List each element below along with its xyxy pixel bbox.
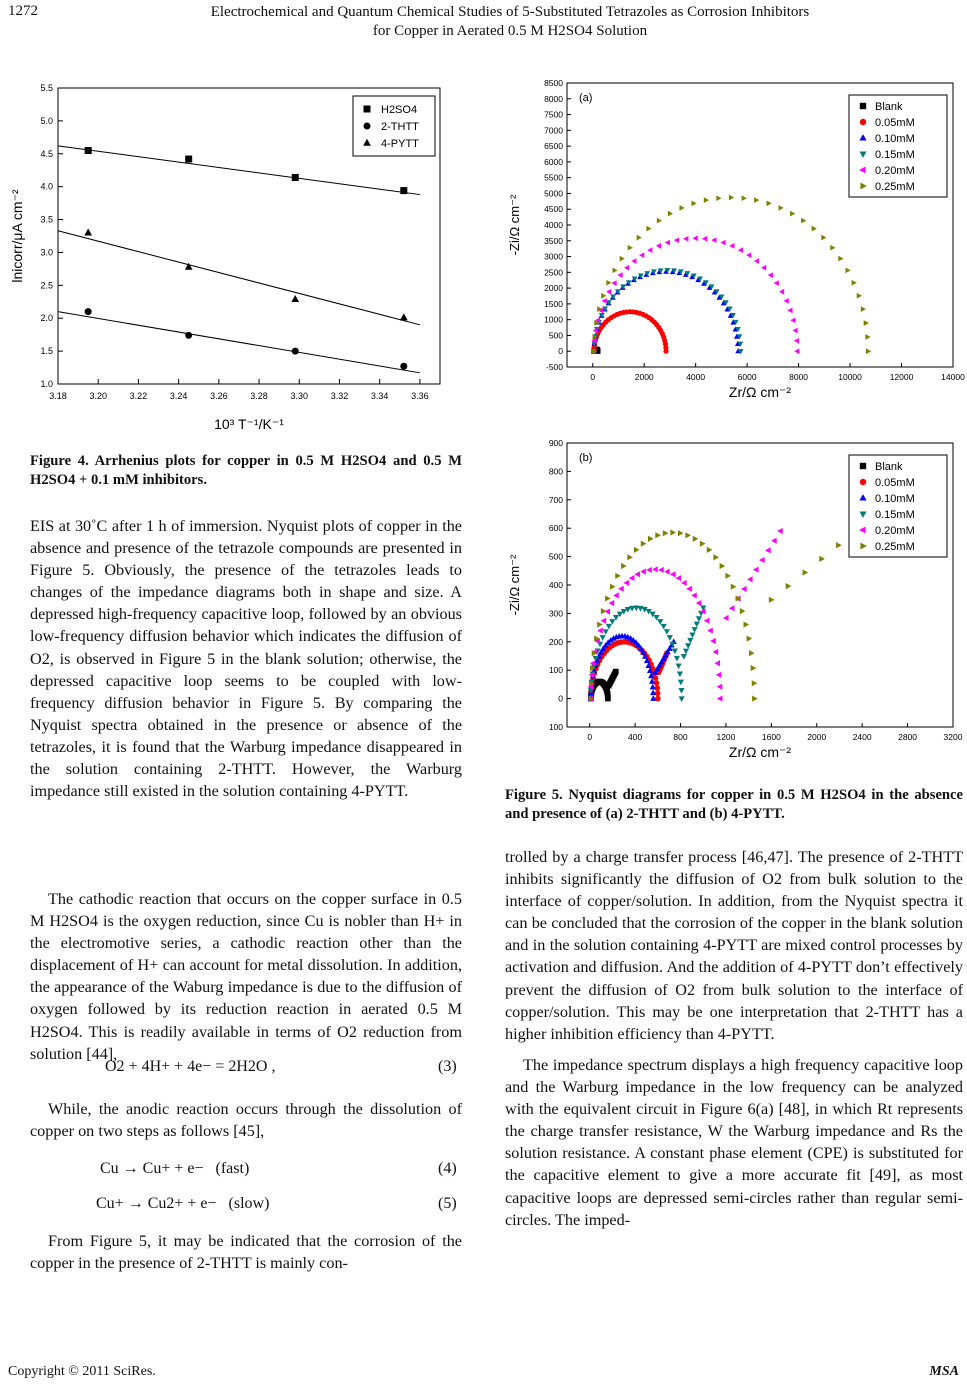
left-paragraph-1: EIS at 30˚C after 1 h of immersion. Nyquist plots of copper in the absence and presence of the tetrazole compounds are presented in Figure 5. Obviously, the presence of the tetrazoles leads to changes of the impedance diagrams both in shape and size. A depressed high-frequency capacitive loop, followed by an obvious low-frequency diffusion behavior which indicates the diffusion of O2, is observed in Figure 5 in the blank solution; otherwise, the depressed capacitive loop seems to be coupled with low-frequency diffusion behavior in Figure 5. By comparing the Nyquist spectra obtained in the presence or absence of the tetrazoles, it is found that the Warburg impedance disappeared in the solution containing 2-THTT. However, the Warburg impedance still existed in the solution containing 4-PYTT. — [30, 517, 462, 801]
data-point — [681, 654, 687, 660]
data-point — [292, 174, 299, 181]
data-point — [754, 258, 759, 264]
x-tick-label: 3.30 — [290, 391, 309, 401]
panel-label: (b) — [579, 452, 593, 464]
data-point — [674, 656, 680, 662]
data-point — [696, 616, 702, 622]
figure-4-caption: Figure 4. Arrhenius plots for copper in 0.5 M H2SO4 and 0.5 M H2SO4 + 0.1 mM inhibitors. — [30, 453, 462, 488]
data-point — [819, 556, 825, 562]
data-point — [615, 573, 621, 579]
data-point — [689, 632, 695, 638]
right-paragraph-2: The impedance spectrum displays a high frequency capacitive loop and the Warburg impedance in the low frequency can be analyzed with the equivalent circuit in Figure 6(a) [48], in which Rt represents the charge transfer resistance, W the Warburg impedance and Rs the solution resistance. A constant phase element (CPE) is substituted for the capacitive element to give a more accurate fit [49], as most capacitive loops are depressed semi-circles rather than regular semi-circles. The imped- — [505, 1056, 963, 1229]
data-point — [765, 547, 771, 553]
data-point — [670, 571, 676, 577]
y-tick-label: 700 — [548, 494, 563, 505]
legend-marker — [364, 123, 371, 130]
data-point — [779, 289, 784, 295]
data-point — [627, 554, 633, 560]
x-tick-label: 3.32 — [330, 391, 349, 401]
data-point — [702, 236, 707, 242]
data-point — [605, 595, 611, 601]
data-point — [830, 245, 835, 251]
y-tick-label: 400 — [548, 580, 563, 590]
legend-label: 0.15mM — [875, 509, 915, 521]
x-axis-label: 10³ T⁻¹/K⁻¹ — [214, 416, 284, 432]
y-tick-label: 7000 — [544, 125, 563, 136]
data-point — [725, 573, 731, 579]
data-point — [654, 685, 660, 691]
data-point — [836, 542, 842, 548]
data-point — [683, 236, 688, 242]
data-point — [657, 218, 662, 224]
y-tick-label: 4.5 — [40, 148, 53, 159]
data-point — [711, 237, 716, 243]
data-point — [292, 348, 299, 355]
data-point — [674, 237, 679, 243]
data-point — [753, 567, 759, 573]
equation-5: Cu+ → Cu2+ + e− (slow) — [96, 1195, 270, 1212]
x-tick-label: 2800 — [898, 732, 918, 742]
data-point — [603, 629, 609, 635]
figure-5-caption: Figure 5. Nyquist diagrams for copper in 0.5 M H2SO4 in the absence and presence of (a) 2-THTT and (b) 4-PYTT. — [505, 787, 963, 822]
legend-label: 0.05mM — [875, 477, 915, 489]
data-point — [634, 547, 640, 553]
data-point — [597, 621, 603, 627]
data-point — [613, 669, 619, 675]
data-point — [717, 684, 723, 690]
legend-label: 0.05mM — [875, 117, 915, 129]
data-point — [723, 615, 729, 621]
data-point — [670, 529, 676, 535]
equation-3: O2 + 4H+ + 4e− = 2H2O , — [105, 1058, 276, 1075]
running-header-line2: for Copper in Aerated 0.5 M H2SO4 Solution — [372, 23, 648, 39]
data-point — [621, 563, 627, 569]
data-point — [754, 197, 759, 203]
data-point — [185, 332, 192, 339]
data-point — [716, 195, 721, 201]
legend-marker — [860, 119, 866, 125]
data-point — [661, 624, 667, 630]
data-point — [629, 575, 635, 581]
left-paragraph-4: From Figure 5, it may be indicated that the corrosion of the copper in the presence of 2-THTT is mainly con- — [30, 1232, 462, 1273]
y-tick-label: 200 — [548, 636, 563, 647]
legend-label: H2SO4 — [381, 104, 418, 116]
equation-5-number: (5) — [438, 1195, 457, 1212]
figure-4-chart — [8, 78, 460, 440]
data-point — [741, 586, 747, 592]
data-point — [784, 298, 789, 304]
data-point — [731, 584, 737, 590]
legend-label: 4-PYTT — [381, 138, 419, 150]
data-point — [691, 592, 697, 598]
data-point — [400, 187, 407, 194]
y-axis-label: -Zi/Ω cm⁻² — [507, 554, 522, 616]
panel-label: (a) — [579, 92, 593, 104]
y-tick-label: 6500 — [544, 141, 563, 152]
data-point — [792, 328, 797, 334]
data-point — [742, 195, 747, 201]
figure-5b-chart — [505, 435, 963, 770]
y-tick-label: 3.5 — [40, 214, 53, 225]
x-tick-label: 0 — [587, 732, 593, 742]
legend-label: 0.20mM — [875, 165, 915, 177]
journal-abbrev: MSA — [929, 1364, 959, 1379]
data-point — [786, 583, 792, 589]
data-point — [716, 672, 722, 678]
y-tick-label: 4500 — [544, 204, 563, 215]
x-tick-label: 12000 — [889, 372, 914, 382]
x-tick-label: 800 — [673, 732, 688, 742]
data-point — [648, 536, 654, 542]
data-point — [794, 348, 799, 354]
data-point — [656, 243, 661, 249]
y-tick-label: 7500 — [544, 109, 563, 120]
x-tick-label: 1200 — [716, 732, 736, 742]
data-point — [677, 671, 683, 677]
y-tick-label: 8000 — [544, 93, 563, 104]
data-point — [694, 622, 700, 628]
y-tick-label: 5500 — [544, 172, 563, 183]
y-tick-label: -500 — [545, 362, 563, 372]
y-tick-label: 2500 — [544, 267, 563, 278]
data-point — [693, 235, 698, 241]
x-tick-label: 3.34 — [370, 391, 389, 401]
y-tick-label: 5.0 — [40, 115, 53, 126]
data-point — [611, 280, 616, 286]
data-point — [646, 226, 651, 232]
data-point — [612, 267, 617, 273]
x-tick-label: 3.28 — [250, 391, 268, 401]
legend-label: 0.10mM — [875, 133, 915, 145]
data-point — [794, 338, 799, 344]
fit-line — [58, 312, 420, 373]
legend-marker — [860, 463, 866, 469]
data-point — [634, 571, 640, 577]
data-point — [802, 569, 808, 575]
x-tick-label: 3200 — [943, 732, 963, 742]
data-point — [601, 618, 607, 624]
data-point — [663, 530, 669, 536]
y-tick-label: 100 — [548, 722, 563, 732]
data-point — [845, 267, 850, 273]
page-number: 1272 — [8, 3, 38, 19]
data-point — [647, 247, 652, 253]
data-point — [646, 567, 652, 573]
data-point — [609, 600, 615, 606]
y-tick-label: 1000 — [544, 314, 563, 325]
data-point — [658, 567, 664, 573]
data-point — [752, 680, 758, 686]
x-tick-label: 3.36 — [411, 391, 429, 401]
x-tick-label: 2000 — [807, 732, 827, 742]
data-point — [600, 635, 606, 641]
legend-label: 0.25mM — [875, 541, 915, 553]
data-point — [597, 627, 603, 633]
y-tick-label: 5.5 — [40, 83, 53, 93]
x-tick-label: 8000 — [789, 372, 809, 382]
data-point — [713, 649, 719, 655]
y-tick-label: 4000 — [544, 220, 563, 230]
equation-3-number: (3) — [438, 1058, 457, 1075]
y-tick-label: 500 — [548, 330, 563, 341]
data-point — [704, 197, 709, 203]
data-point — [790, 211, 795, 217]
x-tick-label: 2400 — [852, 732, 872, 742]
legend-label: 0.10mM — [875, 493, 915, 505]
data-point — [641, 541, 647, 547]
data-point — [720, 563, 726, 569]
data-point — [777, 528, 783, 534]
data-point — [672, 649, 678, 655]
data-point — [740, 608, 746, 614]
data-point — [667, 635, 673, 641]
legend-label: 0.15mM — [875, 149, 915, 161]
data-point — [714, 660, 720, 666]
y-tick-label: 2000 — [544, 283, 563, 294]
data-point — [185, 156, 192, 163]
data-point — [746, 252, 751, 258]
data-point — [606, 280, 611, 286]
data-point — [693, 536, 699, 542]
data-point — [610, 584, 616, 590]
data-point — [685, 643, 691, 649]
x-tick-label: 2000 — [634, 372, 654, 382]
legend-label: 0.20mM — [875, 525, 915, 537]
data-point — [678, 680, 684, 686]
data-point — [692, 627, 698, 633]
data-point — [774, 280, 779, 286]
data-point — [710, 638, 716, 644]
data-point — [618, 586, 624, 592]
y-tick-label: 600 — [548, 523, 563, 534]
data-point — [769, 597, 775, 603]
legend-label: Blank — [875, 461, 903, 473]
data-point — [84, 229, 92, 236]
data-point — [744, 621, 750, 627]
data-point — [623, 580, 629, 586]
y-tick-label: 1.5 — [40, 346, 53, 357]
legend-marker — [860, 103, 866, 109]
data-point — [691, 201, 696, 207]
data-point — [679, 205, 684, 211]
data-point — [678, 688, 684, 694]
data-point — [687, 638, 693, 644]
data-point — [729, 605, 735, 611]
data-point — [707, 547, 713, 553]
data-point — [700, 541, 706, 547]
data-point — [664, 629, 670, 635]
y-tick-label: 1.0 — [40, 379, 53, 389]
data-point — [864, 320, 869, 326]
data-point — [686, 586, 692, 592]
data-point — [812, 226, 817, 232]
data-point — [861, 306, 866, 312]
data-point — [631, 258, 636, 264]
x-tick-label: 3.22 — [129, 391, 148, 401]
running-header — [110, 3, 910, 41]
running-header-line1: Electrochemical and Quantum Chemical Studies of 5-Substituted Tetrazoles as Corrosion Inhibitors — [210, 4, 810, 20]
data-point — [602, 298, 607, 304]
data-point — [729, 243, 734, 249]
data-point — [400, 313, 408, 320]
data-point — [606, 289, 611, 295]
data-point — [676, 575, 682, 581]
data-point — [624, 265, 629, 271]
data-point — [637, 235, 642, 241]
y-tick-label: 3000 — [544, 251, 563, 262]
y-tick-label: 2.0 — [40, 313, 53, 324]
x-axis-label: Zr/Ω cm⁻² — [728, 384, 792, 400]
y-tick-label: 100 — [548, 665, 563, 676]
y-tick-label: 6000 — [544, 156, 563, 167]
y-axis-label: lnicorr/μA cm⁻² — [9, 189, 25, 283]
data-point — [678, 530, 684, 536]
data-point — [752, 696, 758, 702]
data-point — [601, 608, 607, 614]
data-point — [801, 218, 806, 224]
data-point — [713, 554, 719, 560]
right-paragraph-1: trolled by a charge transfer process [46,47]. The presence of 2-THTT inhibits significantly the diffusion of O2 from bulk solution to the interface of copper/solution. In addition, from the Nyquist spectra it can be concluded that the corrosion of the copper in the blank solution and in the solution containing 4-PYTT are mixed control processes by activation and diffusion. And the addition of 4-PYTT don’t effectively prevent the diffusion of O2 from bulk solution to the interface of copper/solution. This may be one interpretation that 2-THTT has a higher inhibition efficiency than 4-PYTT. — [505, 848, 963, 1043]
data-point — [838, 256, 843, 262]
data-point — [679, 696, 685, 702]
data-point — [683, 649, 689, 655]
data-point — [768, 272, 773, 278]
data-point — [664, 569, 670, 575]
y-tick-label: 300 — [548, 608, 563, 619]
x-tick-label: 400 — [628, 732, 643, 742]
data-point — [665, 240, 670, 246]
data-point — [717, 696, 723, 702]
data-point — [696, 600, 702, 606]
data-point — [866, 348, 871, 354]
y-tick-label: 2.5 — [40, 280, 53, 291]
data-point — [790, 317, 795, 323]
x-axis-label: Zr/Ω cm⁻² — [728, 744, 792, 760]
equation-4-number: (4) — [438, 1160, 457, 1177]
data-point — [663, 349, 668, 354]
data-point — [766, 201, 771, 207]
data-point — [738, 247, 743, 253]
data-point — [652, 566, 658, 572]
y-tick-label: 3.0 — [40, 247, 53, 258]
data-point — [729, 195, 734, 201]
data-point — [787, 308, 792, 314]
data-point — [704, 618, 710, 624]
y-tick-label: 500 — [548, 551, 563, 562]
data-point — [865, 334, 870, 340]
data-point — [759, 557, 765, 563]
x-tick-label: 3.20 — [89, 391, 107, 401]
copyright: Copyright © 2011 SciRes. — [8, 1364, 156, 1379]
x-tick-label: 3.18 — [49, 391, 67, 401]
x-tick-label: 0 — [590, 372, 596, 382]
data-point — [751, 665, 757, 671]
data-point — [628, 245, 633, 251]
x-tick-label: 10000 — [838, 372, 862, 382]
data-point — [707, 627, 713, 633]
legend-label: 2-THTT — [381, 121, 419, 133]
data-point — [655, 532, 661, 538]
data-point — [640, 569, 646, 575]
data-point — [852, 280, 857, 286]
data-point — [605, 696, 611, 702]
y-tick-label: 1500 — [544, 298, 563, 309]
data-point — [655, 691, 661, 697]
data-point — [747, 636, 753, 642]
x-tick-label: 1600 — [761, 732, 781, 742]
data-point — [85, 308, 92, 315]
y-axis-label: -Zi/Ω cm⁻² — [507, 194, 522, 256]
data-point — [639, 252, 644, 258]
data-point — [720, 240, 725, 246]
y-tick-label: 3500 — [544, 235, 563, 246]
y-tick-label: 4.0 — [40, 181, 53, 192]
data-point — [778, 205, 783, 211]
data-point — [761, 265, 766, 271]
data-point — [747, 576, 753, 582]
data-point — [620, 256, 625, 262]
left-paragraph-3: While, the anodic reaction occurs through the dissolution of copper on two steps as follows [45], — [30, 1100, 462, 1141]
data-point — [681, 580, 687, 586]
x-tick-label: 3.26 — [210, 391, 228, 401]
y-tick-label: 0 — [558, 346, 563, 357]
y-tick-label: 8500 — [544, 78, 563, 88]
fit-line — [58, 231, 420, 325]
data-point — [749, 650, 755, 656]
data-point — [291, 295, 299, 302]
data-point — [617, 272, 622, 278]
data-point — [771, 538, 777, 544]
data-point — [668, 211, 673, 217]
legend-marker — [860, 479, 866, 485]
y-tick-label: 900 — [548, 438, 563, 448]
y-tick-label: 800 — [548, 466, 563, 477]
data-point — [676, 664, 682, 670]
equation-4: Cu → Cu+ + e− (fast) — [100, 1160, 250, 1177]
data-point — [400, 363, 407, 370]
data-point — [613, 592, 619, 598]
legend-label: 0.25mM — [875, 181, 915, 193]
data-point — [857, 293, 862, 299]
data-point — [606, 624, 612, 630]
data-point — [601, 293, 606, 299]
data-point — [685, 532, 691, 538]
x-tick-label: 14000 — [941, 372, 965, 382]
y-tick-label: 0 — [558, 693, 563, 704]
left-paragraph-2: The cathodic reaction that occurs on the copper surface in 0.5 M H2SO4 is the oxygen reduction, since Cu is nobler than H+ in the electromotive series, a cathodic reaction other than the displacement of H+ can account for metal dissolution. In addition, the appearance of the Waburg impedance is due to the diffusion of oxygen followed by its reduction reaction in aerated 0.5 M H2SO4. This is readily available in terms of O2 reduction from solution [44], — [30, 890, 462, 1063]
data-point — [821, 235, 826, 241]
x-tick-label: 3.24 — [169, 391, 188, 401]
y-tick-label: 5000 — [544, 188, 563, 199]
legend-marker — [364, 106, 371, 113]
data-point — [85, 147, 92, 154]
legend-label: Blank — [875, 101, 903, 113]
figure-5a-chart — [505, 75, 965, 415]
x-tick-label: 4000 — [686, 372, 706, 382]
x-tick-label: 6000 — [737, 372, 757, 382]
